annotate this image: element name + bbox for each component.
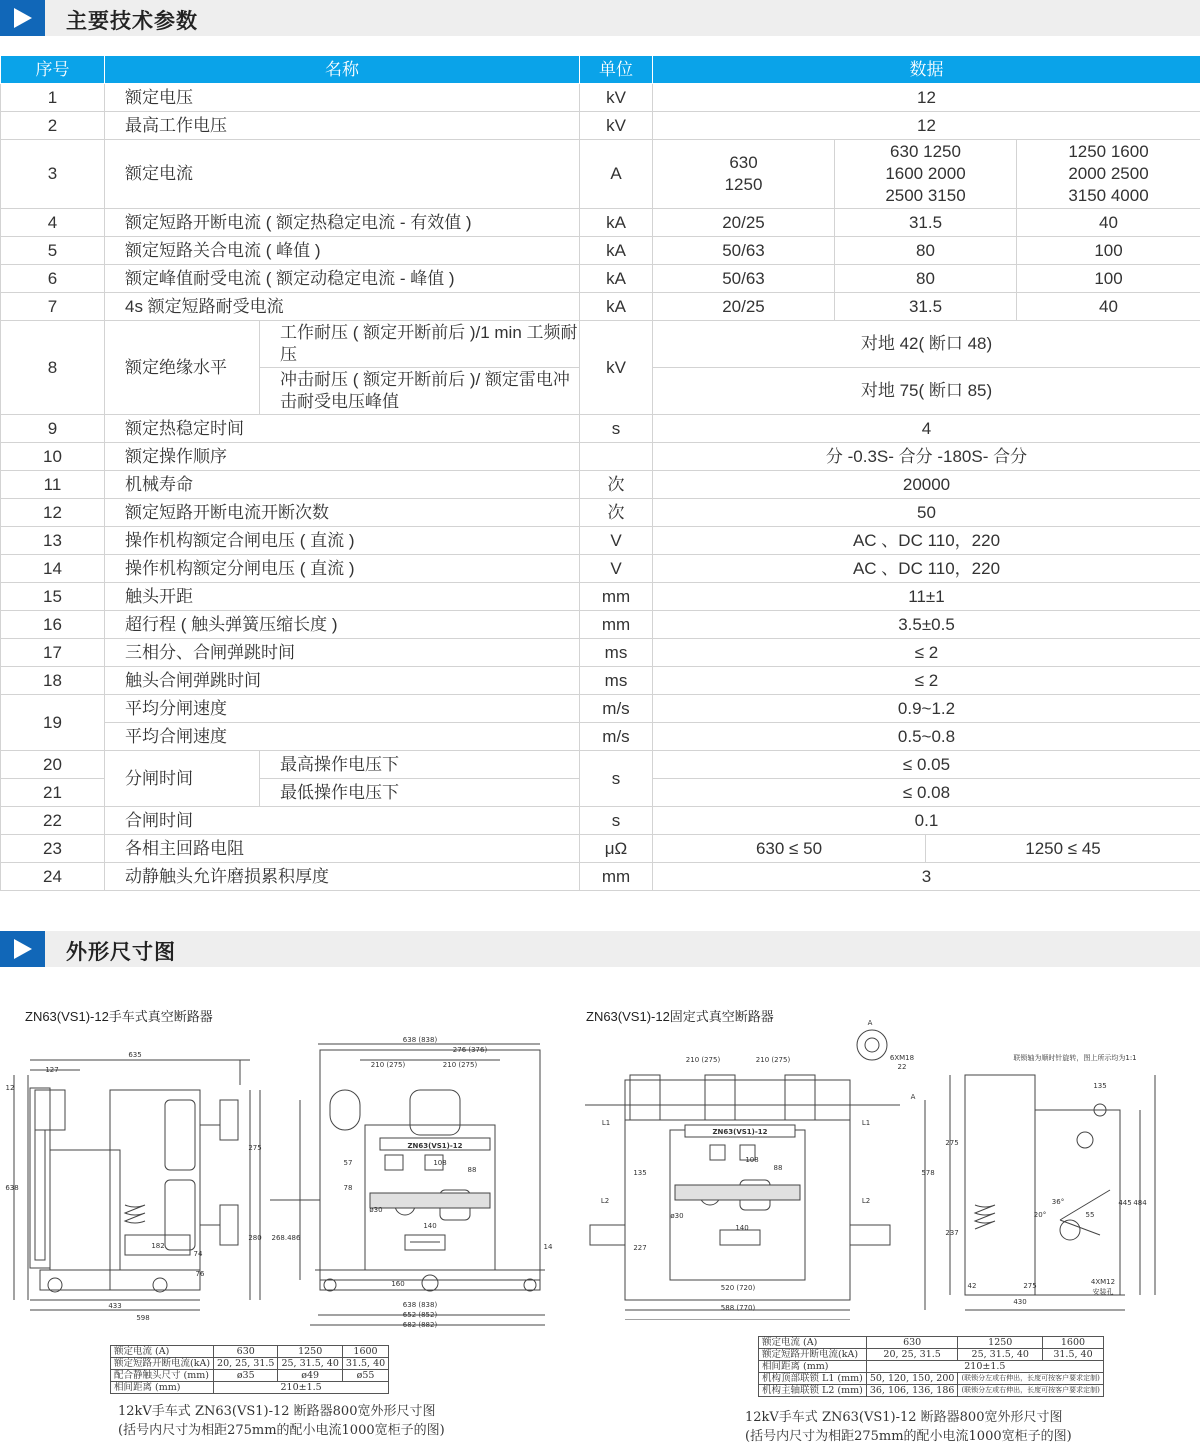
table-cell: ≤ 2 xyxy=(653,639,1200,667)
dimension-label: 578 xyxy=(921,1169,934,1177)
table-cell: ≤ 2 xyxy=(653,667,1200,695)
spec-cell: 额定短路开断电流(kA) xyxy=(759,1349,867,1361)
dimension-label: 520 (720) xyxy=(721,1284,756,1292)
table-cell: 630 1250 xyxy=(653,140,835,209)
table-cell: 最高工作电压 xyxy=(105,112,580,140)
note-line: 12kV手车式 ZN63(VS1)-12 断路器800宽外形尺寸图 xyxy=(118,1402,445,1421)
dimension-label: 275 xyxy=(945,1139,958,1147)
dimension-label: 74 xyxy=(194,1250,203,1258)
table-row xyxy=(1,265,1200,293)
table-cell: 40 xyxy=(1017,209,1200,237)
drawing-caption-right: ZN63(VS1)-12固定式真空断路器 xyxy=(586,1006,774,1025)
table-cell: 23 xyxy=(1,835,105,863)
table-cell: 最低操作电压下 xyxy=(260,779,580,807)
table-cell: 40 xyxy=(1017,293,1200,321)
dimension-label: 135 xyxy=(1093,1082,1106,1090)
spec-cell: 31.5, 40 xyxy=(1043,1349,1104,1361)
table-cell: 20 xyxy=(1,751,105,779)
table-row xyxy=(1,555,1200,583)
table-row xyxy=(1,443,1200,471)
dimension-label: 210 (275) xyxy=(371,1061,406,1069)
table-row xyxy=(1,835,1200,863)
table-cell: 24 xyxy=(1,863,105,891)
table-cell: 工作耐压 ( 额定开断前后 )/1 min 工频耐压 xyxy=(260,321,580,368)
table-cell: ms xyxy=(580,639,653,667)
spec-cell: 36, 106, 136, 186 xyxy=(866,1385,958,1397)
table-cell: 31.5 xyxy=(835,209,1017,237)
table-cell: ms xyxy=(580,667,653,695)
spec-cell: 210±1.5 xyxy=(214,1382,389,1394)
dimension-label: 36° xyxy=(1052,1198,1064,1206)
table-cell: 0.9~1.2 xyxy=(653,695,1200,723)
table-cell: 50 xyxy=(653,499,1200,527)
table-cell: 超行程 ( 触头弹簧压缩长度 ) xyxy=(105,611,580,639)
dimension-label: 160 xyxy=(391,1280,404,1288)
table-cell: 80 xyxy=(835,237,1017,265)
dimension-label: ø30 xyxy=(369,1206,382,1214)
table-cell: kA xyxy=(580,209,653,237)
spec-row xyxy=(759,1361,1104,1373)
table-row xyxy=(1,723,1200,751)
spec-cell: 相间距离 (mm) xyxy=(759,1361,867,1373)
table-cell: 20000 xyxy=(653,471,1200,499)
dimension-label: 127 xyxy=(45,1066,58,1074)
table-row xyxy=(1,863,1200,891)
table-cell: 额定电流 xyxy=(105,140,580,209)
table-cell: 3.5±0.5 xyxy=(653,611,1200,639)
spec-cell: 额定电流 (A) xyxy=(759,1337,867,1349)
dimension-label: 210 (275) xyxy=(756,1056,791,1064)
table-cell: 6 xyxy=(1,265,105,293)
table-cell: 次 xyxy=(580,471,653,499)
play-icon xyxy=(0,931,45,967)
table-cell: 次 xyxy=(580,499,653,527)
dimension-label: 6XM18 xyxy=(890,1054,914,1062)
table-cell: mm xyxy=(580,863,653,891)
drawing-note-right xyxy=(745,1408,1072,1446)
dimension-label: 22 xyxy=(898,1063,907,1071)
table-row xyxy=(1,471,1200,499)
dimension-label: 237 xyxy=(945,1229,958,1237)
spec-cell: 额定短路开断电流(kA) xyxy=(111,1358,214,1370)
dimension-label: 88 xyxy=(468,1166,477,1174)
table-cell: 1250 ≤ 45 xyxy=(926,835,1200,863)
table-cell: 额定热稳定时间 xyxy=(105,415,580,443)
table-cell: mm xyxy=(580,611,653,639)
spec-cell: ø49 xyxy=(278,1370,342,1382)
table-cell: s xyxy=(580,751,653,807)
note-line: 12kV手车式 ZN63(VS1)-12 断路器800宽外形尺寸图 xyxy=(745,1408,1072,1427)
dimension-label: L2 xyxy=(862,1197,870,1205)
spec-cell: 机构顶部联锁 L1 (mm) xyxy=(759,1373,867,1385)
table-cell: s xyxy=(580,807,653,835)
dimension-label: 140 xyxy=(423,1222,436,1230)
spec-cell: 50, 120, 150, 200 xyxy=(866,1373,958,1385)
table-cell: kV xyxy=(580,84,653,112)
dimension-label: 135 xyxy=(633,1169,646,1177)
drawing-caption-left: ZN63(VS1)-12手车式真空断路器 xyxy=(25,1006,213,1025)
dimension-label: 276 (376) xyxy=(453,1046,488,1054)
table-cell: 触头开距 xyxy=(105,583,580,611)
drawing-spec-table-left xyxy=(110,1345,389,1394)
table-cell: 5 xyxy=(1,237,105,265)
drawing-right xyxy=(580,1020,1200,1320)
table-cell: 额定短路开断电流 ( 额定热稳定电流 - 有效值 ) xyxy=(105,209,580,237)
dimension-label: 638 (838) xyxy=(403,1036,438,1044)
table-cell: 触头合闸弹跳时间 xyxy=(105,667,580,695)
play-icon xyxy=(0,0,45,36)
table-cell: s xyxy=(580,415,653,443)
section-header-params xyxy=(0,0,1200,36)
table-row xyxy=(1,112,1200,140)
dimension-label: L2 xyxy=(601,1197,609,1205)
table-cell: 13 xyxy=(1,527,105,555)
dimension-label: ø30 xyxy=(670,1212,683,1220)
table-row xyxy=(1,583,1200,611)
table-row xyxy=(1,56,1200,84)
table-cell: m/s xyxy=(580,723,653,751)
dimension-label: 275 xyxy=(248,1144,261,1152)
table-cell: 11 xyxy=(1,471,105,499)
table-cell: 2 xyxy=(1,112,105,140)
spec-cell: 210±1.5 xyxy=(866,1361,1103,1373)
dimension-label: 682 (882) xyxy=(403,1321,438,1329)
spec-cell: 1600 xyxy=(1043,1337,1104,1349)
table-cell: A xyxy=(580,140,653,209)
table-row xyxy=(1,667,1200,695)
table-cell: mm xyxy=(580,583,653,611)
table-row xyxy=(1,209,1200,237)
table-row xyxy=(1,695,1200,723)
table-cell: 12 xyxy=(653,112,1200,140)
table-cell: 对地 42( 断口 48) xyxy=(653,321,1200,368)
dimension-label: 652 (852) xyxy=(403,1311,438,1319)
table-cell: 16 xyxy=(1,611,105,639)
table-cell: 12 xyxy=(653,84,1200,112)
spec-row xyxy=(111,1358,389,1370)
spec-cell: 配合静触头尺寸 (mm) xyxy=(111,1370,214,1382)
table-cell: 额定绝缘水平 xyxy=(105,321,260,415)
spec-row xyxy=(111,1346,389,1358)
table-cell: 50/63 xyxy=(653,237,835,265)
table-row xyxy=(1,293,1200,321)
spec-cell: 1250 xyxy=(278,1346,342,1358)
spec-cell: 机构主轴联锁 L2 (mm) xyxy=(759,1385,867,1397)
spec-cell: 25, 31.5, 40 xyxy=(278,1358,342,1370)
spec-cell: 630 xyxy=(214,1346,278,1358)
table-cell: 15 xyxy=(1,583,105,611)
table-cell: kA xyxy=(580,265,653,293)
table-row xyxy=(1,499,1200,527)
spec-row xyxy=(759,1337,1104,1349)
table-cell: 操作机构额定分闸电压 ( 直流 ) xyxy=(105,555,580,583)
table-cell: 31.5 xyxy=(835,293,1017,321)
table-cell: 三相分、合闸弹跳时间 xyxy=(105,639,580,667)
spec-cell: 20, 25, 31.5 xyxy=(214,1358,278,1370)
table-cell: 630 1250 1600 2000 2500 3150 xyxy=(835,140,1017,209)
section-header-drawings xyxy=(0,931,1200,967)
dimension-label: 210 (275) xyxy=(443,1061,478,1069)
table-cell: 4 xyxy=(1,209,105,237)
table-cell: m/s xyxy=(580,695,653,723)
table-row xyxy=(1,611,1200,639)
dimension-label: 88 xyxy=(774,1164,783,1172)
note-line: (括号内尺寸为相距275mm的配小电流1000宽柜子的图) xyxy=(118,1421,445,1440)
table-row xyxy=(1,807,1200,835)
table-row xyxy=(1,84,1200,112)
table-cell: 机械寿命 xyxy=(105,471,580,499)
spec-table xyxy=(0,55,1200,891)
table-cell: 分闸时间 xyxy=(105,751,260,807)
table-cell: 50/63 xyxy=(653,265,835,293)
nameplate-label: ZN63(VS1)-12 xyxy=(712,1128,767,1136)
table-cell: 8 xyxy=(1,321,105,415)
note-line: (括号内尺寸为相距275mm的配小电流1000宽柜子的图) xyxy=(745,1427,1072,1446)
table-cell: 12 xyxy=(1,499,105,527)
table-cell: 各相主回路电阻 xyxy=(105,835,580,863)
table-row xyxy=(1,527,1200,555)
dimension-label: 275 xyxy=(1023,1282,1036,1290)
dimension-label: 安装孔 xyxy=(1093,1287,1114,1296)
table-cell: 19 xyxy=(1,695,105,751)
table-cell: 18 xyxy=(1,667,105,695)
dimension-label: 联锁轴为顺时针旋转，图上所示均为1:1 xyxy=(1013,1053,1136,1063)
spec-row xyxy=(759,1385,1104,1397)
dimension-label: 76 xyxy=(196,1270,205,1278)
dimension-label: 14 xyxy=(544,1243,553,1251)
table-cell: 1250 1600 2000 2500 3150 4000 xyxy=(1017,140,1200,209)
spec-cell: 20, 25, 31.5 xyxy=(866,1349,958,1361)
spec-cell: (联锁分左或右伸出，长度可按客户要求定制) xyxy=(958,1385,1103,1397)
table-cell: ≤ 0.05 xyxy=(653,751,1200,779)
table-cell: V xyxy=(580,555,653,583)
spec-cell: 25, 31.5, 40 xyxy=(958,1349,1043,1361)
spec-cell: ø35 xyxy=(214,1370,278,1382)
dimension-label: 108 xyxy=(433,1159,446,1167)
dimension-label: A xyxy=(868,1020,873,1027)
table-cell: 冲击耐压 ( 额定开断前后 )/ 额定雷电冲击耐受电压峰值 xyxy=(260,368,580,415)
dimension-label: 227 xyxy=(633,1244,646,1252)
table-cell: 11±1 xyxy=(653,583,1200,611)
dimension-label: L1 xyxy=(862,1119,870,1127)
table-cell: 20/25 xyxy=(653,293,835,321)
drawing-spec-table-right xyxy=(758,1336,1104,1397)
dimension-label: 588 (770) xyxy=(721,1304,756,1312)
dimension-label: 42 xyxy=(968,1282,977,1290)
table-row xyxy=(1,751,1200,779)
table-cell: 最高操作电压下 xyxy=(260,751,580,779)
table-cell: kV xyxy=(580,321,653,415)
dimension-label: 12 xyxy=(6,1084,15,1092)
table-cell: 4 xyxy=(653,415,1200,443)
spec-cell: 1250 xyxy=(958,1337,1043,1349)
dimension-label: L1 xyxy=(602,1119,610,1127)
table-cell: kA xyxy=(580,237,653,265)
table-cell: 额定电压 xyxy=(105,84,580,112)
table-cell: 100 xyxy=(1017,265,1200,293)
spec-row xyxy=(759,1373,1104,1385)
spec-cell: (联锁分左或右伸出，长度可按客户要求定制) xyxy=(958,1373,1103,1385)
dimension-label: 638 xyxy=(5,1184,18,1192)
table-cell xyxy=(580,443,653,471)
dimension-label: 140 xyxy=(735,1224,748,1232)
col-header: 序号 xyxy=(1,56,105,84)
dimension-label: 20° xyxy=(1034,1211,1046,1219)
table-cell: 动静触头允许磨损累积厚度 xyxy=(105,863,580,891)
dimension-label: 598 xyxy=(136,1314,149,1322)
spec-cell: ø55 xyxy=(342,1370,388,1382)
dimension-label: 430 xyxy=(1013,1298,1026,1306)
table-cell: 80 xyxy=(835,265,1017,293)
table-cell: AC 、DC 110，220 xyxy=(653,555,1200,583)
dimension-label: 635 xyxy=(128,1051,141,1059)
dimension-label: 78 xyxy=(344,1184,353,1192)
table-cell: 9 xyxy=(1,415,105,443)
table-cell: 额定短路开断电流开断次数 xyxy=(105,499,580,527)
table-row xyxy=(1,415,1200,443)
table-cell: 3 xyxy=(1,140,105,209)
dimension-label: A xyxy=(911,1093,916,1101)
dimension-label: 57 xyxy=(344,1159,353,1167)
spec-cell: 1600 xyxy=(342,1346,388,1358)
dimension-label: 445 xyxy=(1118,1199,1131,1207)
dimension-label: 433 xyxy=(108,1302,121,1310)
table-row xyxy=(1,639,1200,667)
table-cell: 21 xyxy=(1,779,105,807)
table-cell: 630 ≤ 50 xyxy=(653,835,926,863)
dimension-label: 55 xyxy=(1086,1211,1095,1219)
table-row xyxy=(1,140,1200,209)
spec-row xyxy=(111,1382,389,1394)
dimension-label: 280 xyxy=(248,1234,261,1242)
table-cell: V xyxy=(580,527,653,555)
table-cell: 额定短路关合电流 ( 峰值 ) xyxy=(105,237,580,265)
table-cell: 0.1 xyxy=(653,807,1200,835)
drawing-left xyxy=(0,1030,580,1330)
col-header: 数据 xyxy=(653,56,1200,84)
section-title: 主要技术参数 xyxy=(66,5,198,35)
dimension-label: 484 xyxy=(1133,1199,1147,1207)
table-cell: 4s 额定短路耐受电流 xyxy=(105,293,580,321)
dimension-label: 638 (838) xyxy=(403,1301,438,1309)
spec-cell: 额定电流 (A) xyxy=(111,1346,214,1358)
table-cell: ≤ 0.08 xyxy=(653,779,1200,807)
dimension-label: 268.486 xyxy=(272,1234,301,1242)
col-header: 名称 xyxy=(105,56,580,84)
table-cell: 额定操作顺序 xyxy=(105,443,580,471)
table-cell: 3 xyxy=(653,863,1200,891)
dimension-label: 210 (275) xyxy=(686,1056,721,1064)
table-cell: 平均分闸速度 xyxy=(105,695,580,723)
table-cell: 额定峰值耐受电流 ( 额定动稳定电流 - 峰值 ) xyxy=(105,265,580,293)
spec-cell: 31.5, 40 xyxy=(342,1358,388,1370)
table-cell: kA xyxy=(580,293,653,321)
spec-row xyxy=(111,1370,389,1382)
table-cell: 合闸时间 xyxy=(105,807,580,835)
dimension-label: 182 xyxy=(151,1242,164,1250)
table-row xyxy=(1,237,1200,265)
nameplate-label: ZN63(VS1)-12 xyxy=(407,1142,462,1150)
table-cell: 平均合闸速度 xyxy=(105,723,580,751)
table-cell: 14 xyxy=(1,555,105,583)
table-cell: 20/25 xyxy=(653,209,835,237)
table-cell: 22 xyxy=(1,807,105,835)
table-cell: 1 xyxy=(1,84,105,112)
table-cell: 对地 75( 断口 85) xyxy=(653,368,1200,415)
col-header: 单位 xyxy=(580,56,653,84)
table-cell: 分 -0.3S- 合分 -180S- 合分 xyxy=(653,443,1200,471)
table-cell: 0.5~0.8 xyxy=(653,723,1200,751)
spec-row xyxy=(759,1349,1104,1361)
table-cell: 操作机构额定合闸电压 ( 直流 ) xyxy=(105,527,580,555)
drawing-note-left xyxy=(118,1402,445,1440)
table-cell: AC 、DC 110，220 xyxy=(653,527,1200,555)
table-cell: 100 xyxy=(1017,237,1200,265)
table-cell: kV xyxy=(580,112,653,140)
table-row xyxy=(1,321,1200,368)
table-cell: μΩ xyxy=(580,835,653,863)
spec-cell: 相间距离 (mm) xyxy=(111,1382,214,1394)
dimension-label: 4XM12 xyxy=(1091,1278,1115,1286)
table-cell: 7 xyxy=(1,293,105,321)
section-title: 外形尺寸图 xyxy=(66,936,176,966)
table-cell: 10 xyxy=(1,443,105,471)
dimension-label: 108 xyxy=(745,1156,758,1164)
table-cell: 17 xyxy=(1,639,105,667)
spec-cell: 630 xyxy=(866,1337,958,1349)
